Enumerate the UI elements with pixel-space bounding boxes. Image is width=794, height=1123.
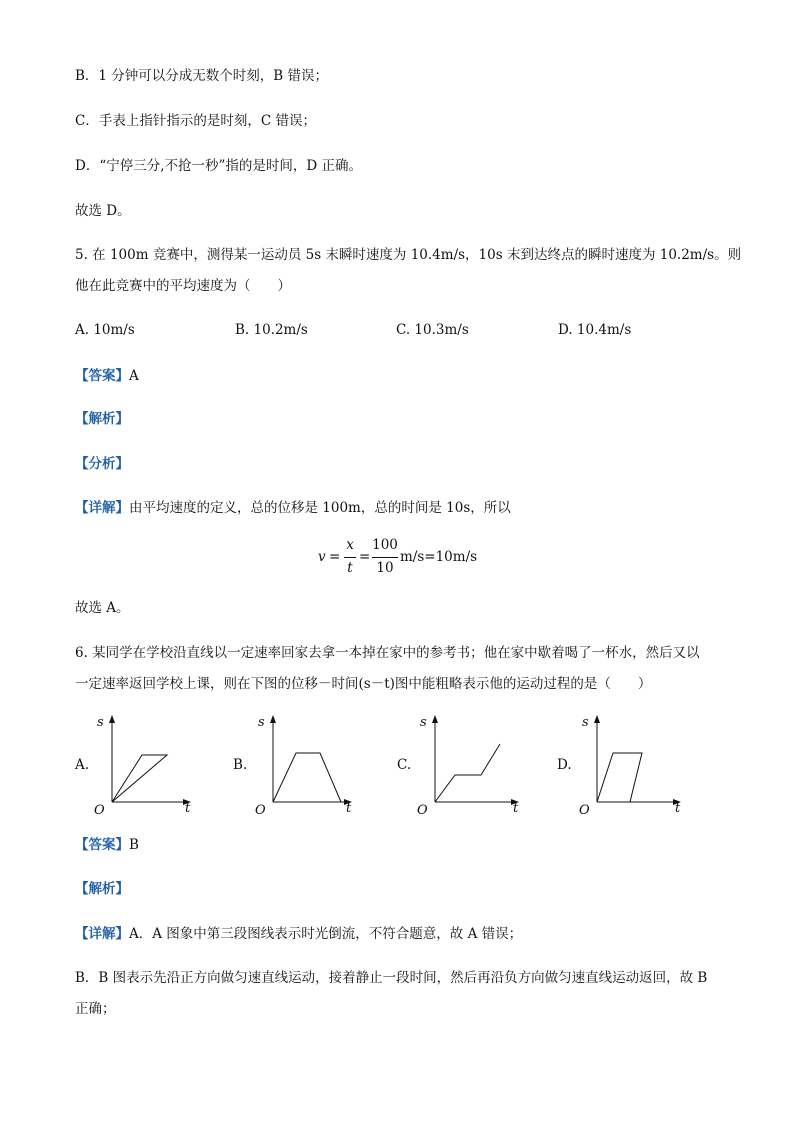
analysis-tag: 【解析】 — [75, 881, 129, 897]
formula-den: t — [347, 560, 353, 576]
fenxi-tag: 【分析】 — [75, 456, 129, 472]
text-line: B．B 图表示先沿正方向做匀速直线运动，接着静止一段时间，然后再沿负方向做匀速直线运动返回，故 B — [75, 970, 708, 986]
answer-row — [75, 835, 139, 855]
detail-text: A．A 图象中第三段图线表示时光倒流，不符合题意，故 A 错误； — [129, 926, 523, 942]
origin-label: O — [94, 803, 105, 818]
formula-v: v — [318, 549, 326, 565]
question-6-stem-cont: 一定速率返回学校上课，则在下图的位移－时间(s－t)图中能粗略表示他的运动过程的是（ ） — [75, 676, 652, 692]
answer-value: B — [129, 837, 139, 853]
y-axis-arrow — [270, 715, 276, 723]
axis-label-t: t — [513, 801, 519, 816]
y-axis-arrow — [594, 715, 600, 723]
formula-den: 10 — [376, 560, 394, 576]
option-b: B. 10.2m/s — [235, 322, 308, 338]
text-line: 故选 D。 — [75, 203, 131, 219]
axis-label-s: s — [420, 715, 427, 730]
detail-row — [75, 924, 522, 944]
graph-c-curve — [435, 744, 500, 802]
y-axis-arrow — [432, 715, 438, 723]
conclusion: 故选 A。 — [75, 600, 130, 616]
formula-num: 100 — [372, 537, 398, 553]
question-6-stem: 6. 某同学在学校沿直线以一定速率回家去拿一本掉在家中的参考书；他在家中歇着喝了一杯水，然后又以 — [75, 645, 700, 661]
analysis-tag-row — [75, 879, 129, 899]
graph-d — [577, 712, 692, 818]
formula-eq: = — [359, 549, 371, 565]
graph-c — [415, 712, 530, 818]
option-d: D. 10.4m/s — [558, 322, 632, 338]
origin-label: O — [255, 803, 266, 818]
detail-text: 由平均速度的定义，总的位移是 100m，总的时间是 10s，所以 — [129, 500, 511, 516]
detail-row — [75, 498, 511, 518]
formula-tail: m/s=10m/s — [400, 549, 478, 565]
fenxi-tag-row — [75, 454, 129, 474]
analysis-tag: 【解析】 — [75, 411, 129, 427]
velocity-formula — [318, 536, 478, 580]
axis-label-s: s — [582, 715, 589, 730]
text-line: B．1 分钟可以分成无数个时刻，B 错误； — [75, 68, 329, 84]
formula-num: x — [346, 537, 354, 553]
graph-d-curve — [597, 753, 642, 802]
detail-tag: 【详解】 — [75, 500, 129, 516]
graph-a-curve — [112, 755, 167, 802]
answer-tag: 【答案】 — [75, 837, 129, 853]
origin-label: O — [579, 803, 590, 818]
axis-label-s: s — [258, 715, 265, 730]
graph-b-curve — [273, 753, 341, 802]
graph-c-label: C. — [397, 757, 412, 773]
text-line: D．“宁停三分,不抢一秒”指的是时间，D 正确。 — [75, 158, 363, 174]
option-a: A. 10m/s — [75, 322, 135, 338]
answer-row — [75, 366, 139, 386]
fraction-bar — [372, 557, 398, 558]
axis-label-t: t — [346, 801, 352, 816]
analysis-tag-row — [75, 409, 129, 429]
graph-a — [92, 712, 202, 818]
text-line: 正确； — [75, 1001, 116, 1017]
graph-a-label: A. — [75, 757, 90, 773]
axis-label-t: t — [185, 801, 191, 816]
text-line: C．手表上指针指示的是时刻，C 错误； — [75, 113, 316, 129]
fraction-bar — [344, 557, 356, 558]
graph-b — [253, 712, 363, 818]
origin-label: O — [417, 803, 428, 818]
axis-label-s: s — [97, 715, 104, 730]
formula-eq: = — [329, 549, 341, 565]
graph-b-label: B. — [233, 757, 248, 773]
detail-tag: 【详解】 — [75, 926, 129, 942]
graph-d-label: D. — [557, 757, 572, 773]
axis-label-t: t — [675, 801, 681, 816]
question-5-stem: 5. 在 100m 竞赛中，测得某一运动员 5s 末瞬时速度为 10.4m/s，10s 末到达终点的瞬时速度为 10.2m/s。则 — [75, 247, 742, 263]
answer-tag: 【答案】 — [75, 368, 129, 384]
option-c: C. 10.3m/s — [396, 322, 469, 338]
answer-value: A — [129, 368, 139, 384]
question-5-stem-cont: 他在此竞赛中的平均速度为（ ） — [75, 278, 291, 294]
y-axis-arrow — [109, 715, 115, 723]
